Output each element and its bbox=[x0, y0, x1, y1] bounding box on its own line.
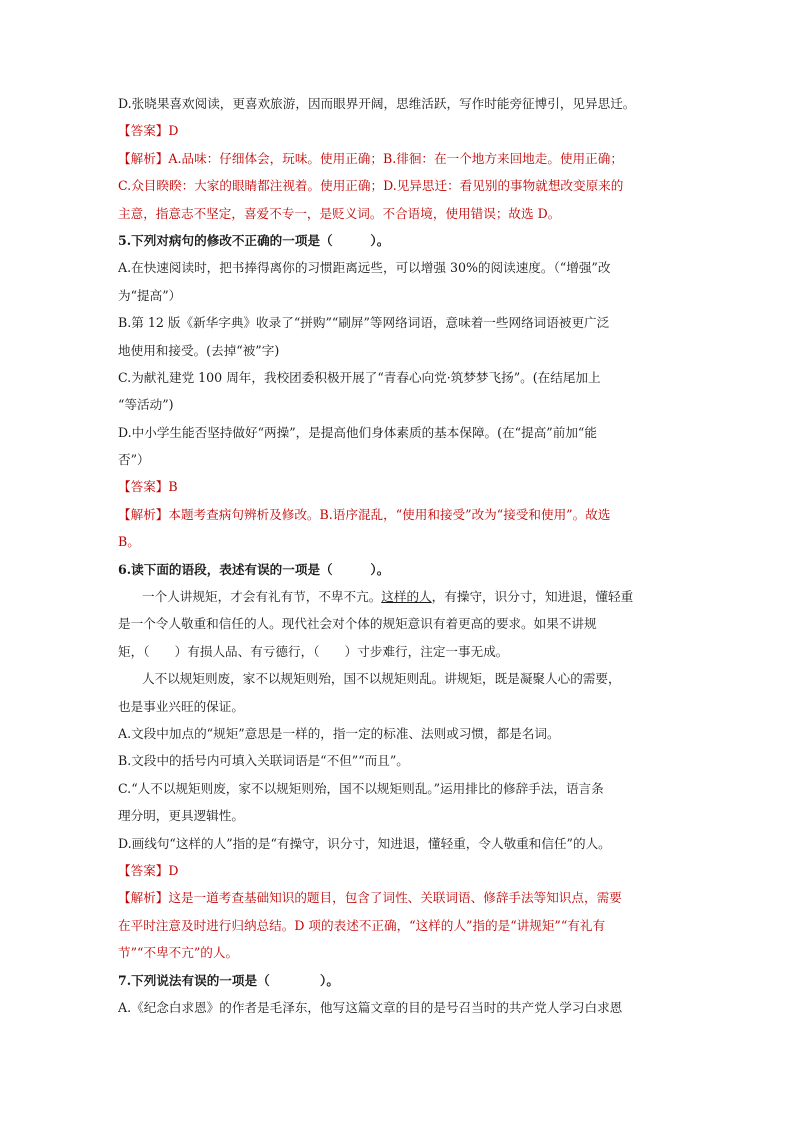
analysis-tag: 【解析】 bbox=[118, 506, 169, 522]
analysis-text: 在平时注意及时进行归纳总结。D 项的表述不正确， bbox=[118, 917, 410, 933]
q5-option-d-line-1: D.中小学生能否坚持做好“两操”，是提高他们身体素质的基本保障。(在“提高”前加“能 bbox=[118, 424, 597, 440]
analysis-text: 这是一道考查基础知识的题目，包含了词性、关联词语、修辞手法等知识点，需要 bbox=[168, 890, 622, 906]
q7-title: 7.下列说法有误的一项是（ ）。 bbox=[118, 972, 339, 988]
analysis-text-highlight: “这样的人”指的是“讲规矩”“有礼有 bbox=[409, 917, 606, 933]
answer-value: B bbox=[168, 479, 178, 495]
q4-answer bbox=[118, 117, 678, 144]
analysis-text: 本题考查病句辨析及修改。B.语序混乱， bbox=[168, 506, 396, 522]
q5-option-d-line-2: 否”） bbox=[118, 452, 150, 468]
q6-answer bbox=[118, 857, 678, 884]
q7-option-a: A.《纪念白求恩》的作者是毛泽东，他写这篇文章的目的是号召当时的共产党人学习白求恩 bbox=[118, 999, 623, 1015]
q6-passage-p1-line-3: 矩，（ ）有损人品、有亏德行，（ ）寸步难行，注定一事无成。 bbox=[118, 643, 509, 659]
q5-option-c-line-1: C.为献礼建党 100 周年，我校团委积极开展了“青春心向党·筑梦梦飞扬”。(在结尾加上 bbox=[118, 369, 601, 385]
answer-value: D bbox=[168, 123, 179, 139]
q5-option-b-line-1: B.第 12 版《新华字典》收录了“拼购”“刷屏”等网络词语，意味着一些网络词语被更广泛 bbox=[118, 315, 610, 331]
analysis-tag: 【解析】 bbox=[118, 890, 169, 906]
q5-option-b-line-2: 地使用和接受。(去掉“被”字) bbox=[118, 342, 280, 358]
q6-passage-p1-line-2: 是一个令人敬重和信任的人。现代社会对个体的规矩意识有着更高的要求。如果不讲规 bbox=[118, 616, 597, 632]
answer-tag: 【答案】 bbox=[118, 479, 169, 495]
answer-value: D bbox=[168, 862, 179, 878]
q6-option-b: B.文段中的括号内可填入关联词语是“不但”“而且”。 bbox=[118, 753, 409, 769]
q6-passage-p1-line-1 bbox=[118, 583, 678, 610]
q4-option-d: D.张晓果喜欢阅读，更喜欢旅游，因而眼界开阔，思维活跃，写作时能旁征博引，见异思迁。 bbox=[118, 96, 636, 111]
q6-passage-p2-line-1: 人不以规矩则废，家不以规矩则殆，国不以规矩则乱。讲规矩，既是凝聚人心的需要， bbox=[142, 671, 621, 687]
q6-passage-p2-line-2: 也是事业兴旺的保证。 bbox=[118, 698, 244, 714]
answer-tag: 【答案】 bbox=[118, 123, 169, 139]
q6-option-c-line-1: C.“人不以规矩则废，家不以规矩则殆，国不以规矩则乱。”运用排比的修辞手法，语言条 bbox=[118, 780, 604, 796]
q4-analysis-line-3: 主意，指意志不坚定，喜爱不专一，是贬义词。不合语境，使用错误；故选 D。 bbox=[118, 205, 561, 221]
q5-title: 5.下列对病句的修改不正确的一项是（ ）。 bbox=[118, 232, 390, 248]
passage-text: ，有操守，识分寸，知进退，懂轻重 bbox=[431, 589, 634, 605]
q5-analysis-line-2: B。 bbox=[118, 534, 140, 550]
q6-title: 6.读下面的语段，表述有误的一项是（ ）。 bbox=[118, 561, 390, 577]
q6-analysis-line-3: 节”“不卑不亢”的人。 bbox=[118, 945, 239, 961]
analysis-text: A.品味：仔细体会，玩味。使用正确；B.徘徊：在一个地方来回地走。使用正确； bbox=[168, 150, 623, 166]
q6-analysis-line-2 bbox=[118, 912, 678, 939]
underlined-phrase: 这样的人 bbox=[381, 589, 432, 605]
q5-option-c-line-2: “等活动”) bbox=[118, 397, 174, 413]
q4-analysis-line-2: C.众目睽睽：大家的眼睛都注视着。使用正确；D.见异思迁：看见别的事物就想改变原来的 bbox=[118, 178, 624, 194]
q5-answer bbox=[118, 473, 678, 500]
analysis-text-highlight: “使用和接受”改为“接受和使用”。故选 bbox=[395, 506, 611, 522]
q6-option-d: D.画线句“这样的人”指的是“有操守，识分寸，知进退，懂轻重，令人敬重和信任”的人。 bbox=[118, 835, 611, 851]
q6-option-c-line-2: 理分明，更具逻辑性。 bbox=[118, 808, 244, 824]
analysis-tag: 【解析】 bbox=[118, 150, 169, 166]
q4-analysis-line-1 bbox=[118, 145, 678, 172]
q5-option-a-line-2: 为“提高”） bbox=[118, 287, 182, 303]
q5-option-a-line-1: A.在快速阅读时，把书捧得离你的习惯距离远些，可以增强 30%的阅读速度。（“增强”改 bbox=[118, 260, 611, 276]
answer-tag: 【答案】 bbox=[118, 862, 169, 878]
document-page bbox=[118, 90, 678, 1021]
passage-text: 一个人讲规矩，才会有礼有节，不卑不亢。 bbox=[142, 589, 382, 605]
q6-analysis-line-1 bbox=[118, 884, 678, 911]
q6-option-a: A.文段中加点的“规矩”意思是一样的，指一定的标准、法则或习惯，都是名词。 bbox=[118, 725, 560, 741]
q5-analysis-line-1 bbox=[118, 501, 678, 528]
